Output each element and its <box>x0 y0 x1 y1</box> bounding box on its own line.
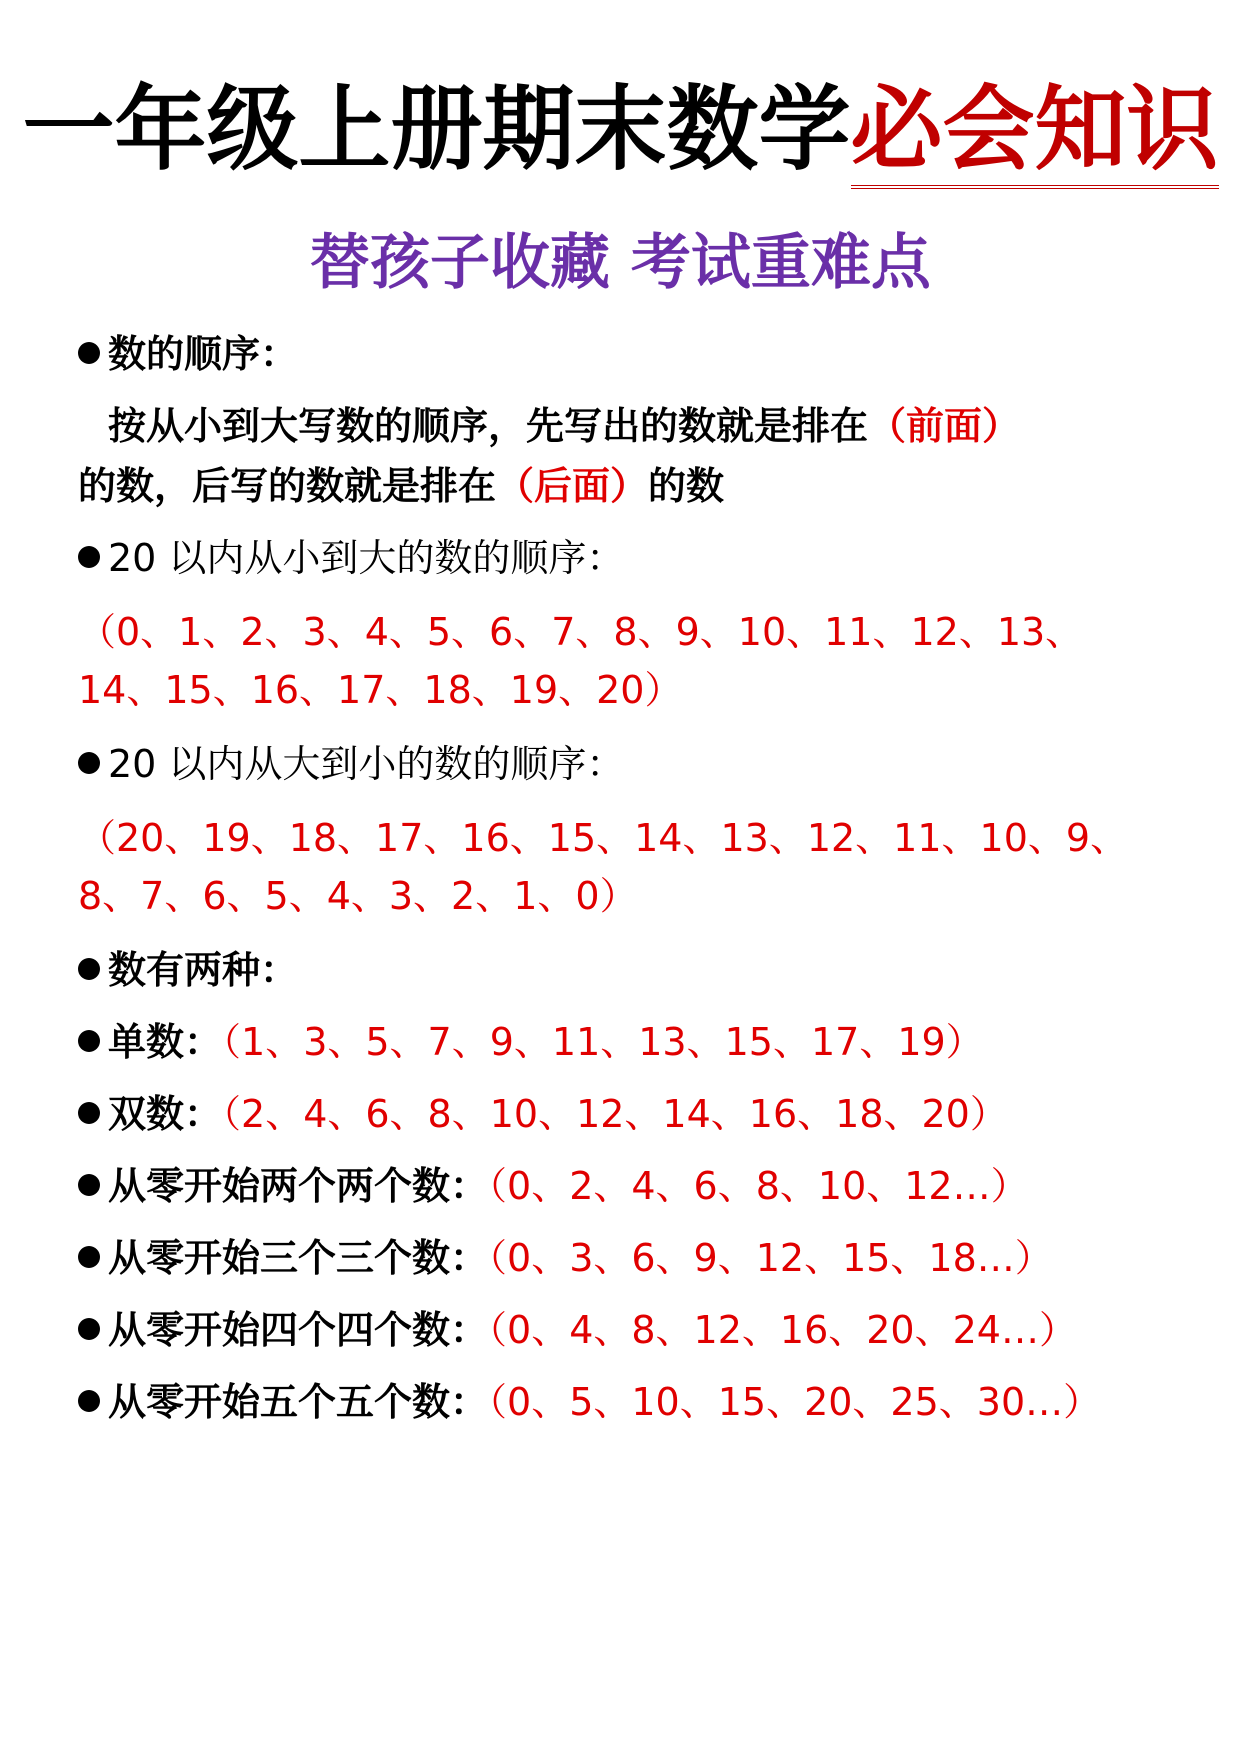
count-by-five: 从零开始五个五个数：（0、5、10、15、20、25、30…） <box>78 1378 1178 1426</box>
bullet-icon <box>78 1102 100 1124</box>
title-accent: 必会知识 <box>851 76 1219 189</box>
content <box>78 330 1178 1426</box>
descending-line1: （20、19、18、17、16、15、14、13、12、11、10、9、 <box>78 816 1129 860</box>
ascending-heading: 20 以内从小到大的数的顺序： <box>78 534 1178 582</box>
descending-heading: 20 以内从大到小的数的顺序： <box>78 740 1178 788</box>
bullet-icon <box>78 1174 100 1196</box>
kinds-heading: 数有两种： <box>78 946 1178 994</box>
bullet-icon <box>78 1390 100 1412</box>
ascending-line2: 14、15、16、17、18、19、20） <box>78 668 683 712</box>
bullet-icon <box>78 958 100 980</box>
count-by-four: 从零开始四个四个数：（0、4、8、12、16、20、24…） <box>78 1306 1178 1354</box>
odd-numbers: 单数：（1、3、5、7、9、11、13、15、17、19） <box>78 1018 1178 1066</box>
page-subtitle: 替孩子收藏 考试重难点 <box>310 228 931 298</box>
bullet-icon <box>78 1318 100 1340</box>
descending-line2: 8、7、6、5、4、3、2、1、0） <box>78 874 638 918</box>
title-main: 一年级上册期末数学 <box>22 76 851 183</box>
bullet-icon <box>78 752 100 774</box>
order-text-line2: 的数，后写的数就是排在（后面）的数 <box>78 464 725 508</box>
order-text-line1: 按从小到大写数的顺序，先写出的数就是排在（前面） <box>108 404 1021 448</box>
bullet-icon <box>78 342 100 364</box>
count-by-three: 从零开始三个三个数：（0、3、6、9、12、15、18…） <box>78 1234 1178 1282</box>
order-heading: 数的顺序： <box>78 330 1178 378</box>
order-answer-1: （前面） <box>868 404 1021 448</box>
even-numbers: 双数：（2、4、6、8、10、12、14、16、18、20） <box>78 1090 1178 1138</box>
bullet-icon <box>78 546 100 568</box>
page-title <box>0 76 1241 183</box>
ascending-line1: （0、1、2、3、4、5、6、7、8、9、10、11、12、13、 <box>78 610 1084 654</box>
bullet-icon <box>78 1030 100 1052</box>
order-answer-2: （后面） <box>496 464 649 508</box>
bullet-icon <box>78 1246 100 1268</box>
count-by-two: 从零开始两个两个数：（0、2、4、6、8、10、12…） <box>78 1162 1178 1210</box>
